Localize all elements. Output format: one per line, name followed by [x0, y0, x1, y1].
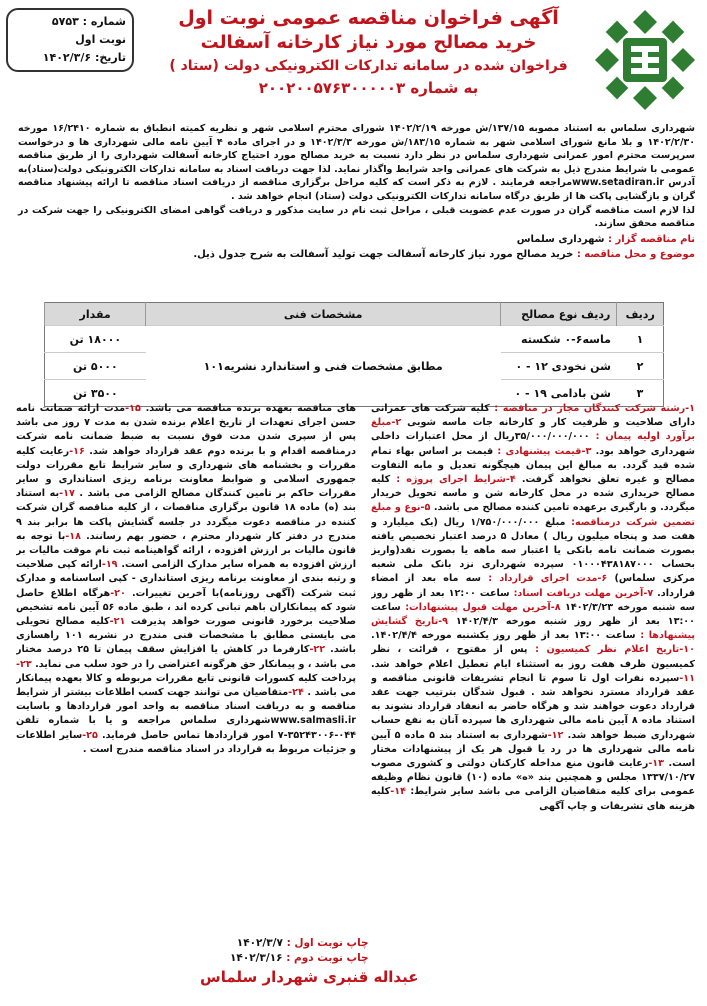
condition-text: سایر اطلاعات و جزئیات مربوط به قرارداد در اسناد مناقصه مندرج است .: [16, 729, 356, 755]
condition-item: [371, 644, 695, 669]
municipality-logo-icon: [591, 6, 699, 114]
materials-table: [44, 302, 664, 407]
condition-number: ۱۲-: [547, 729, 564, 741]
condition-number: ۹-: [438, 616, 449, 628]
condition-text: به استناد بند (ه) ماده ۱۸ قانون برگزاری مناقصات ، از کلیه مناقصه گران شرکت کننده در مناقصه دعوت میگردد در جلسه گشایش پاکت ها برابر بند ۹ مندرج در دفتر کار شهردار محترم ، حضور بهم رسانند.: [16, 488, 356, 542]
condition-number: ۸-: [550, 601, 561, 613]
spec-value: مطابق مشخصات فنی و استاندارد نشریه۱۰۱: [146, 326, 501, 407]
quantity: ۳۵۰۰ تن: [45, 380, 146, 407]
condition-heading: آخرین مهلت قبول پیشنهادات:: [400, 601, 551, 613]
header-row-number: ردیف: [617, 303, 664, 326]
condition-text: رعایت کلیه مقررات و بخشنامه های شهرداری و سایر شرایط تابع مقررات دولت جمهوری اسلامی و ضوابط معاونت برنامه ریزی استانداری و سایر مقررات حاکم بر تامین کنندگان مصالح الزامی می باشد .: [16, 445, 356, 500]
notice-titles: [150, 6, 587, 99]
condition-text: های مناقصه بعهده برنده مناقصه می باشد.: [140, 403, 356, 414]
material-type: ماسه۶-۰ شکسته: [501, 326, 617, 353]
notice-title: آگهی فراخوان مناقصه عمومی نوبت اول: [178, 7, 559, 29]
setad-number: به شماره ۲۰۰۲۰۰۵۷۶۳۰۰۰۰۰۳: [258, 79, 479, 97]
condition-text: متقاضیان می توانند جهت کسب اطلاعات بیشتر از شرایط مناقصه و به دریافت اسناد مناقصه به واحد امور قراردادها و باسایت www.salmasli.irشهرداری سلماس مراجعه و یا با شماره تلفن ۰۴۴-۳۵۲۴۳۰۰۶-۷ امور قراردادها تماس حاصل فرماید.: [16, 687, 356, 741]
publication-dates: [230, 936, 369, 966]
quantity: ۱۸۰۰۰ تن: [45, 326, 146, 353]
header-quantity: مقدار: [45, 303, 146, 326]
notice-number: شماره : ۵۷۵۳: [51, 15, 126, 28]
condition-heading: تاریخ گشایش پیشنهادها :: [371, 616, 695, 642]
condition-number: ۱۹-: [101, 559, 118, 571]
conditions-left-column: [16, 402, 356, 962]
notice-header: [0, 0, 707, 118]
condition-heading: مبلغ برآورد اولیه پیمان :: [371, 417, 695, 443]
notice-subtitle: خرید مصالح مورد نیاز کارخانه آسفالت: [200, 32, 537, 53]
condition-text: مدت ارائه ضمانت نامه حسن اجرای تعهدات از تاریخ اعلام برنده شدن به مدت ۷ روز می باشد پس از سپری شدن مدت فوق نسبت به ضبط ضمانت نامه شرکت درمناقصه اقدام و با برنده دوم عقد قرارداد خواهد شد.: [16, 403, 356, 457]
condition-number: ۱-: [685, 403, 695, 414]
table-row: [45, 326, 664, 353]
condition-number: ۲۲-: [309, 644, 326, 656]
condition-number: ۳-: [581, 445, 592, 457]
conditions-right-column: [371, 402, 695, 962]
intro-paragraph: شهرداری سلماس به استناد مصوبه ۱۳۷/۱۵/ش مورخه ۱۴۰۲/۲/۱۹ شورای محترم اسلامی شهر و نظریه کمیته انطباق به شماره ۱۶/۲۴۱۰ مورخه ۱۴۰۲/۲/۳۰ و بلا مانع شورای اسلامی شهر به شماره ۱۸۳/۱۵/ش مورخه ۱۴۰۲/۳/۳ و در اجرای ماده ۴ آیین نامه مالی شهرداری ها و درخواست سرپرست محترم امور عمرانی شهرداری سلماس در نظر دارد نسبت به خرید مصالح مورد احتیاج کارخانه آسفالت شهرداری را از طریق مناقصه عمومی با شرایط مندرج ذیل به شرکت های عمرانی واجد شرایط واگذار نماید. لذا جهت دریافت اسناد به سامانه تدارکات الکترونیکی دولت(ستاد)به آدرس www.setadiran.irمراجعه فرمایند . لازم به ذکر است که کلیه مراحل برگزاری مناقصه از دریافت اسناد مناقصه تا ارائه پیشنهاد مناقصه گران و بازگشایی پاکت ها از طریق درگاه سامانه تدارکات الکترونیکی دولت (ستاد) انجام خواهد شد .: [18, 123, 696, 202]
setad-note: فراخوان شده در سامانه تدارکات الکترونیکی دولت (ستاد ): [169, 58, 568, 74]
notice-meta-box: [6, 8, 134, 72]
header-material-type: ردیف نوع مصالح: [501, 303, 617, 326]
condition-number: ۲۵-: [82, 729, 98, 741]
condition-text: پس از مفتوح ، قرائت ، نظر کمیسیون ظرف هفت روز به استثناء ایام تعطیل اعلام خواهد شد.: [371, 644, 695, 670]
table-header-row: [45, 303, 664, 326]
condition-text: ساعت ۱۳:۰۰ بعد از ظهر روز شنبه مورخه ۱۴۰۲/۴/۳: [371, 601, 695, 628]
condition-text: ۳۵/۰۰۰/۰۰۰/۰۰۰ریال از محل اعتبارات داخلی شهرداری خواهد بود.: [371, 431, 695, 457]
condition-number: ۷-: [643, 587, 654, 599]
condition-heading: شرایط اجرای پروژه :: [390, 474, 506, 486]
organizer-value: شهرداری سلماس: [516, 233, 605, 245]
condition-text: پرداخت کلیه کسورات قانونی تابع مقررات مربوطه و کالا بعهده پیمانکار می باشد .: [16, 672, 356, 699]
quantity: ۵۰۰۰ تن: [45, 353, 146, 380]
intro-paragraph-2: لذا لازم است مناقصه گران در صورت عدم عضویت قبلی ، مراحل ثبت نام در سایت مذکور و دریافت گواهی امضای الکترونیکی را جهت شرکت در مناقصه محقق سازند.: [18, 204, 695, 230]
condition-number: ۱۴-: [390, 786, 406, 798]
condition-text: رعایت قانون منع مداخله کارکنان دولتی و کشوری مصوب ۱۳۳۷/۱۰/۲۷ مجلس و همچنین بند «ه» ماده (۱۰) قانون نظام وظیفه عمومی برای کلیه متقاضیان الزامی می باشد سایر شرایط:: [371, 758, 695, 798]
material-type: شن بادامی ۱۹ - ۰: [501, 380, 617, 407]
first-publication: [230, 936, 369, 951]
second-publication-date: ۱۴۰۲/۳/۱۶: [230, 952, 283, 964]
condition-text: کلیه شرکت های عمرانی دارای صلاحیت و ظرفیت کار و کارخانه جات ماسه شویی: [371, 403, 695, 429]
condition-number: ۲۴-: [288, 687, 304, 699]
condition-text: شهرداری به استناد بند ۵ ماده ۵ آیین نامه مالی شهرداری ها در رد یا قبول هر یک از پیشنهادات مختار است.: [371, 729, 695, 770]
condition-text: سپرده نفرات اول تا سوم تا انجام تشریفات قانونی مناقصه و عقد قرارداد مسترد نخواهد شد . قبول شدگان بترتیب جهت عقد قرارداد دعوت خواهند شد و هرگاه حاضر به انعقاد قرارداد نشوند به استناد ماده ۸ آیین نامه مالی شهرداری ها سپرده آنان به نفع حساب شهرداری ضبط خواهد شد.: [371, 672, 695, 741]
first-publication-date: ۱۴۰۲/۳/۷: [236, 937, 283, 949]
condition-heading: نوع و مبلغ تضمین شرکت درمناقصه:: [371, 502, 695, 528]
condition-number: ۱۵-: [125, 403, 141, 414]
condition-text: قیمت بر اساس بهاء تمام شده قید گردد. به مبالغ این پیمان هیچگونه تعدیل و مابه التفاوت مصالح و غیره تعلق نخواهد گرفت.: [371, 445, 695, 486]
second-publication: [230, 951, 369, 966]
condition-number: ۱۳-: [648, 758, 665, 770]
condition-number: ۱۰-: [679, 644, 695, 656]
row-number: ۲: [617, 353, 664, 380]
condition-number: ۲۳-: [16, 658, 32, 670]
subject-value: خرید مصالح مورد نیاز کارخانه آسفالت جهت تولید آسفالت به شرح جدول ذیل.: [193, 249, 574, 261]
conditions-columns: [16, 402, 695, 962]
condition-text: ساعت ۱۲:۰۰ بعد از ظهر روز سه شنبه مورخه ۱۴۰۲/۳/۲۳: [371, 587, 695, 613]
condition-item: [371, 403, 695, 428]
condition-item: [16, 644, 356, 669]
condition-heading: مدت اجرای قرارداد :: [481, 573, 598, 585]
condition-number: ۵-: [420, 502, 431, 514]
condition-number: ۶-: [597, 573, 608, 585]
condition-number: ۲-: [391, 417, 402, 429]
condition-text: کلیه هزینه های تشریفات و چاپ آگهی: [371, 786, 695, 812]
notice-date: تاریخ: ۱۴۰۲/۳/۶: [42, 51, 126, 64]
condition-number: ۴-: [505, 474, 516, 486]
condition-item: [371, 758, 695, 797]
condition-number: ۱۷-: [59, 488, 75, 500]
mayor-signature: عبداله قنبری شهردار سلماس: [200, 968, 419, 986]
condition-text: ارائه کپی صلاحیت و رتبه بندی از معاونت برنامه ریزی استانداری - کپی اساسنامه و مدارک ثبت شرکت (آگهی روزنامه)با آخرین تغییرات.: [16, 559, 356, 599]
condition-text: سه ماه بعد از امضاء قرارداد.: [371, 573, 695, 599]
condition-text: کلیه مصالح خریداری شده در محل کارخانه شن و ماسه تحویل خریدار میگردد. و بارگیری برعهده تامین کننده مصالح می باشد.: [371, 474, 695, 514]
condition-text: کارفرما در کاهش یا افزایش سقف پیمان تا ۲۵ درصد مختار می باشد ، و پیمانکار حق هرگونه اعتراضی را در خود سلب می نماید.: [16, 644, 356, 670]
organizer-line: [18, 233, 695, 247]
condition-text: با توجه به قانون مالیات بر ارزش افزوده ، ارائه گواهینامه ثبت نام موقت مالیات بر ارزش افزوده به همراه سایر مدارک الزامی است.: [16, 530, 356, 571]
condition-heading: رشته شرکت کنندگان مجاز در مناقصه :: [489, 403, 686, 414]
condition-number: ۱۸-: [65, 530, 81, 542]
condition-heading: آخرین مهلت دریافت اسناد:: [509, 587, 644, 599]
condition-item: [141, 403, 356, 414]
subject-line: [18, 248, 695, 262]
condition-number: ۱۶-: [69, 445, 85, 457]
intro-section: [18, 122, 695, 262]
organizer-label: نام مناقصه گزار :: [608, 233, 695, 245]
condition-number: ۲۱-: [109, 616, 126, 628]
condition-number: ۱۱-: [679, 672, 695, 684]
condition-text: هرگاه اطلاع حاصل شود که پیمانکاران باهم تبانی کرده اند ، طبق ماده ۵۶ آیین نامه تشخیص صلاحیت برخورد قانونی صورت خواهد پذیرفت: [16, 587, 356, 628]
condition-heading: تاریخ اعلام نظر کمیسیون :: [527, 644, 680, 656]
condition-text: کلیه مصالح تحویلی می بایستی مطابق با مشخصات فنی مندرج در نشریه ۱۰۱ راهسازی باشد.: [16, 616, 356, 656]
first-publication-label: چاپ نوبت اول :: [286, 937, 369, 949]
subject-label: موضوع و محل مناقصه :: [576, 249, 695, 261]
condition-heading: قیمت پیشنهادی :: [493, 445, 582, 457]
material-type: شن نخودی ۱۲ - ۰: [501, 353, 617, 380]
notice-round: نوبت اول: [75, 33, 126, 46]
row-number: ۳: [617, 380, 664, 407]
condition-text: مبلغ ۱/۷۵۰/۰۰۰/۰۰۰ ریال (یک میلیارد و هفت صد و پنجاه میلیون ریال ) معادل ۵ درصد اعتبار تخصیص یافته بصورت ضمانت نامه بانکی یا اعتبار سه ماهه یا بصورت نقد(واریز بحساب ۰۱۰۰۰۴۳۸۱۸۷۰۰۰ سپرده شهرداری نزد بانک ملی شعبه مرکزی سلماس): [371, 516, 695, 585]
condition-number: ۲۰-: [110, 587, 126, 599]
second-publication-label: چاپ نوبت دوم :: [286, 952, 369, 964]
header-spec: مشخصات فنی: [146, 303, 501, 326]
row-number: ۱: [617, 326, 664, 353]
condition-text: ساعت ۱۳:۰۰ بعد از ظهر روز یکشنبه مورخه ۱۴۰۲/۴/۴.: [371, 630, 636, 642]
